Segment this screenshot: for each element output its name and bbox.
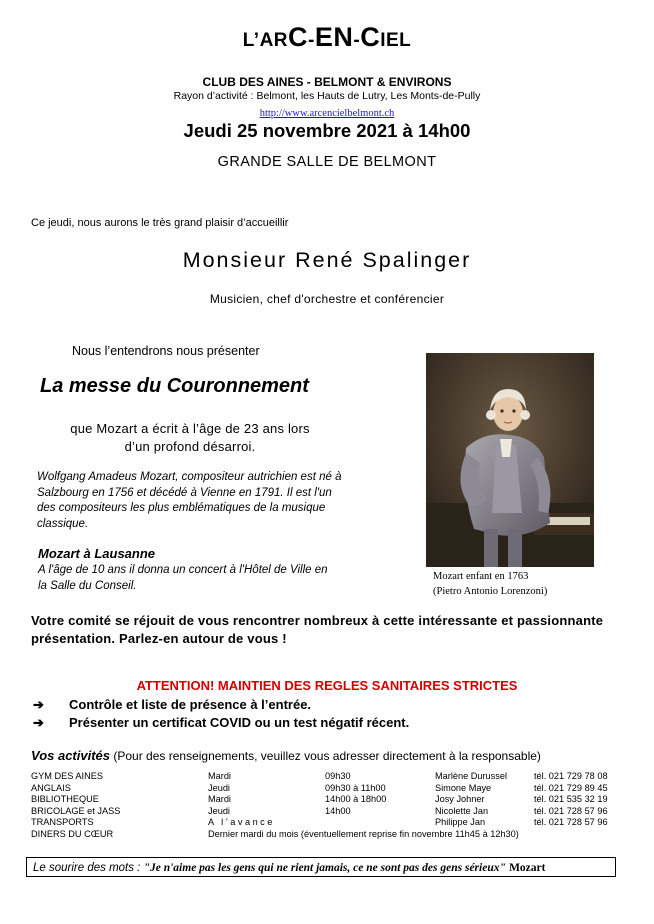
health-rule-text: Présenter un certificat COVID ou un test négatif récent.: [69, 715, 410, 730]
activity-note: Dernier mardi du mois (éventuellement reprise fin novembre 11h45 à 12h30): [208, 828, 519, 839]
work-description-line: d’un profond désarroi.: [124, 439, 256, 454]
caption-line: (Pietro Antonio Lorenzoni): [433, 586, 548, 597]
logo-part: -: [353, 30, 361, 51]
caption-line: Mozart enfant en 1763: [433, 571, 529, 582]
activity-day: A l’avance: [208, 817, 275, 827]
website-line: [0, 103, 654, 121]
activity-name: BRICOLAGE et JASS: [31, 805, 121, 816]
activity-phone: tél. 021 728 57 96: [534, 817, 608, 827]
activity-contact: Josy Johner: [435, 794, 485, 804]
logo-part: EN: [314, 22, 354, 52]
work-title: La messe du Couronnement: [40, 375, 309, 397]
intro-text: Ce jeudi, nous aurons le très grand plaisir d’accueillir: [31, 217, 289, 229]
activities-subtitle: (Pour des renseignements, veuillez vous adresser directement à la responsable): [113, 749, 541, 763]
activity-name: GYM DES AINES: [31, 771, 103, 781]
activity-phone: tél. 021 535 32 19: [534, 794, 608, 804]
guest-role: Musicien, chef d'orchestre et conférencier: [209, 292, 445, 306]
activity-time: 14h00 à 18h00: [325, 794, 387, 804]
table-row: [31, 806, 631, 817]
event-date: Jeudi 25 novembre 2021 à 14h00: [183, 120, 471, 141]
activities-heading: [31, 748, 541, 763]
activity-day: Jeudi: [208, 782, 230, 793]
lausanne-text: A l'âge de 10 ans il donna un concert à l'Hôtel de Ville en la Salle du Conseil.: [38, 564, 328, 592]
logo-part: -: [308, 30, 315, 51]
activity-contact: Simone Maye: [435, 782, 492, 793]
activity-area: Rayon d’activité : Belmont, les Hauts de Lutry, Les Monts-de-Pully: [173, 90, 481, 102]
quote-box: [26, 857, 616, 877]
website-link[interactable]: http://www.arcencielbelmont.ch: [259, 108, 395, 119]
activity-name: ANGLAIS: [31, 782, 71, 793]
work-description: [40, 420, 340, 456]
activity-time: 14h00: [325, 805, 351, 816]
activity-contact: Philippe Jan: [435, 817, 486, 827]
table-row: [31, 794, 631, 805]
health-rule-text: Contrôle et liste de présence à l’entrée.: [69, 697, 312, 712]
quote-lead: Le sourire des mots :: [33, 862, 141, 874]
event-place: GRANDE SALLE DE BELMONT: [217, 154, 437, 170]
activity-phone: tél. 021 728 57 96: [534, 805, 608, 816]
logo-part: C: [360, 22, 381, 52]
club-logo: [0, 22, 654, 53]
committee-message: Votre comité se réjouit de vous rencontrer nombreux à cette intéressante et passionnante présentation. Parlez-en autour de vous !: [31, 613, 604, 646]
activity-phone: tél. 021 729 78 08: [534, 771, 608, 781]
table-row: [31, 817, 631, 828]
activity-contact: Nicolette Jan: [435, 805, 489, 816]
health-rule: [33, 715, 409, 731]
activity-day: Jeudi: [208, 805, 230, 816]
arrow-right-icon: ➔: [33, 697, 44, 712]
activity-name: DINERS DU CŒUR: [31, 828, 114, 839]
logo-part: C: [288, 22, 309, 52]
activity-day: Mardi: [208, 794, 231, 804]
activity-phone: tél. 021 729 89 45: [534, 782, 608, 793]
guest-name: Monsieur René Spalinger: [182, 248, 472, 272]
mozart-portrait-image: [426, 353, 594, 567]
activity-name: TRANSPORTS: [31, 817, 94, 827]
activity-day: Mardi: [208, 771, 231, 781]
work-description-line: que Mozart a écrit à l’âge de 23 ans lors: [70, 421, 310, 436]
table-row: [31, 829, 631, 840]
logo-part: IEL: [380, 30, 412, 51]
health-warning-title: ATTENTION! MAINTIEN DES REGLES SANITAIRES STRICTES: [136, 678, 518, 693]
portrait-caption: [433, 569, 547, 599]
logo-part: L’AR: [242, 30, 289, 51]
activity-contact: Marlène Durussel: [435, 771, 507, 781]
presentation-intro: Nous l’entendrons nous présenter: [72, 344, 260, 358]
quote-author: Mozart: [509, 862, 546, 874]
quote-text: "Je n'aime pas les gens qui ne rient jamais, ce ne sont pas des gens sérieux": [143, 862, 506, 874]
activity-time: 09h30 à 11h00: [325, 782, 386, 793]
mozart-bio: Wolfgang Amadeus Mozart, compositeur autrichien est né à Salzbourg en 1756 et décédé à Vienne en 1791. Il est l'un des compositeurs les plus emblématiques de la musique classique.: [37, 471, 342, 530]
table-row: [31, 783, 631, 794]
activity-name: BIBLIOTHEQUE: [31, 794, 99, 804]
table-row: [31, 771, 631, 782]
activities-title: Vos activités: [31, 748, 111, 763]
club-name: CLUB DES AINES - BELMONT & ENVIRONS: [202, 75, 452, 89]
health-rule: [33, 697, 311, 713]
lausanne-title: Mozart à Lausanne: [38, 546, 156, 561]
activity-time: 09h30: [325, 771, 351, 781]
arrow-right-icon: ➔: [33, 715, 44, 730]
